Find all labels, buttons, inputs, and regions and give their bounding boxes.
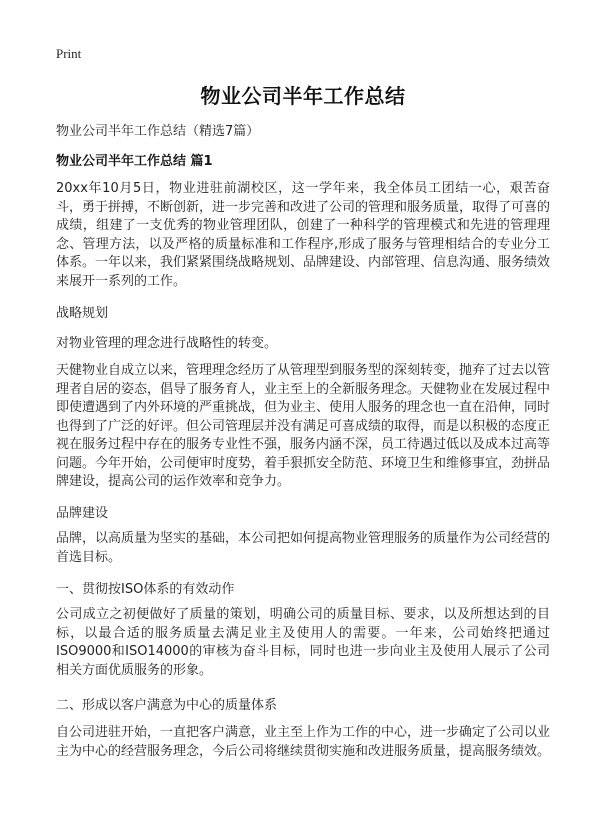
customer-text: 自公司进驻开始，一直把客户满意，业主至上作为工作的中心，进一步确定了公司以业主为中心的经营服务理念，今后公司将继续贯彻实施和改进服务质量，提高服务绩效。 <box>56 725 551 759</box>
strategy-lead: 对物业管理的理念进行战略性的转变。 <box>56 336 278 351</box>
heading-customer: 二、形成以客户满意为中心的质量体系 <box>56 698 278 713</box>
strategy-text: 天健物业自成立以来，管理理念经历了从管理型到服务型的深刻转变，抛弃了过去以管理者自居的姿态，倡导了服务育人，业主至上的全新服务理念。天健物业在发展过程中即使遭遇到了内外环境的严重挑战，但为业主、使用人服务的理念也一直在沿伸，同时也得到了广泛的好评。但公司管理层并没有满足可喜成绩的取得，而是以积极的态度正视在服务过程中存在的服务专业性不强，服务内涵不深，员工待遇过低以及成本过高等问题。今年开始，公司便审时度势，着手狠抓安全防范、环境卫生和维修事宜，劲拼品牌建设，提高公司的运作效率和竞争力。 <box>56 363 551 489</box>
brand-text: 品牌，以高质量为坚实的基础，本公司把如何提高物业管理服务的质量作为公司经营的首选目标。 <box>56 531 551 565</box>
print-link[interactable]: Print <box>56 46 82 61</box>
iso-paragraph <box>56 606 550 680</box>
heading-iso: 一、贯彻按ISO体系的有效动作 <box>56 582 235 597</box>
heading-strategy: 战略规划 <box>56 306 109 321</box>
intro-paragraph <box>56 180 550 291</box>
customer-paragraph <box>56 724 550 761</box>
strategy-paragraph <box>56 362 550 492</box>
document-subtitle: 物业公司半年工作总结（精选7篇） <box>56 124 260 139</box>
brand-paragraph <box>56 530 550 567</box>
intro-text: 20xx年10月5日，物业进驻前湖校区，这一学年来，我全体员工团结一心，艰苦奋斗，勇于拼搏，不断创新，进一步完善和改进了公司的管理和服务质量，取得了可喜的成绩，组建了一支优秀的物业管理团队，创建了一种科学的管理模式和先进的管理理念、管理方法，以及严格的质量标准和工作程序,形成了服务与管理相结合的专业分工体系。一年以来，我们紧紧围绕战略规划、品牌建设、内部管理、信息沟通、服务绩效来展开一系列的工作。 <box>56 181 551 289</box>
section-heading: 物业公司半年工作总结 篇1 <box>56 154 213 169</box>
heading-brand: 品牌建设 <box>56 506 109 521</box>
page-title: 物业公司半年工作总结 <box>200 84 406 108</box>
iso-text: 公司成立之初便做好了质量的策划，明确公司的质量目标、要求，以及所想达到的目标，以最合适的服务质量去满足业主及使用人的需要。一年来，公司始终把通过ISO9000和ISO14000的审核为奋斗目标，同时也进一步向业主及使用人展示了公司相关方面优质服务的形象。 <box>56 607 550 678</box>
